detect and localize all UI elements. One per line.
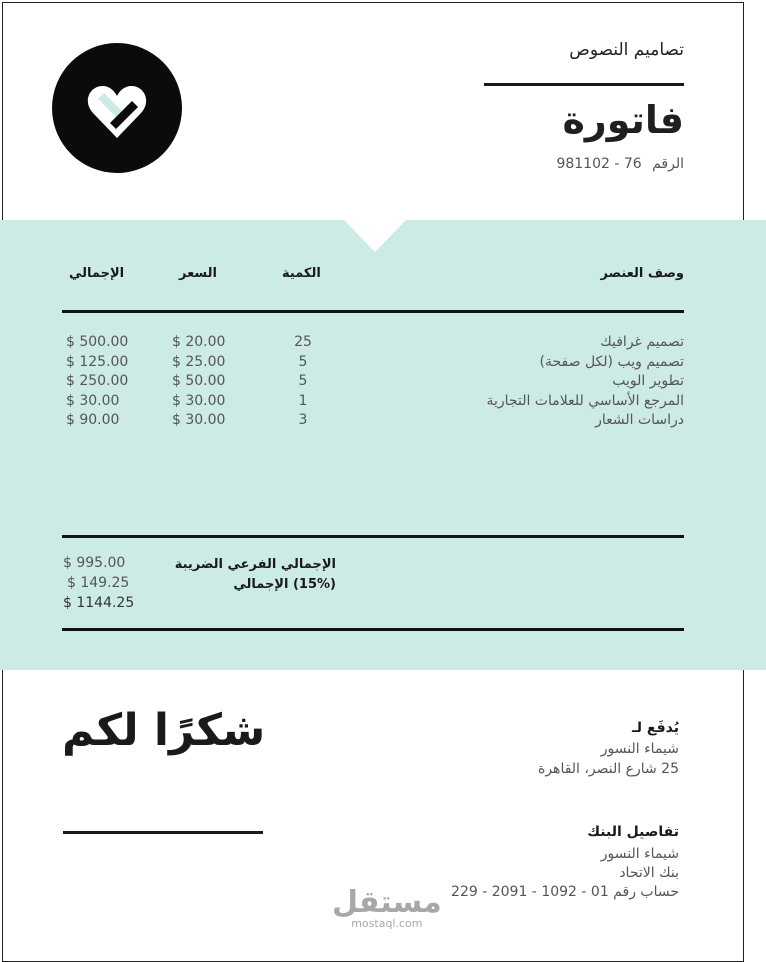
price-cell: $ 25.00 xyxy=(172,353,226,370)
quantity-cell: 25 xyxy=(294,334,312,350)
invoice-title: فاتورة xyxy=(562,98,684,142)
header-quantity: الكمية xyxy=(282,266,321,281)
summary-top-rule xyxy=(62,535,684,538)
table-row: تصميم ويب (لكل صفحة) xyxy=(539,353,684,370)
total-cell: $ 250.00 xyxy=(66,373,129,390)
price-cell: $ 50.00 xyxy=(172,373,226,390)
header-price: السعر xyxy=(179,266,217,281)
price-column xyxy=(172,333,252,431)
total-cell: $ 500.00 xyxy=(66,334,129,350)
header-divider xyxy=(484,83,684,86)
summary-line-1: الإجمالي الفرعي الضريبة xyxy=(174,557,336,572)
summary-values xyxy=(63,553,134,613)
table-row: المرجع الأساسي للعلامات التجارية xyxy=(486,392,684,409)
pay-to-address: 25 شارع النصر، القاهرة xyxy=(538,761,679,777)
watermark-url: mostaql.com xyxy=(351,917,423,930)
invoice-number-value: 981102 - 76 xyxy=(556,156,642,172)
bank-account-number: حساب رقم 01 - 1092 - 2091 - 229 xyxy=(451,884,679,900)
watermark-logo: مستقل xyxy=(332,885,442,920)
thanks-divider xyxy=(63,831,263,834)
pay-to-title: يُدفَع لـ xyxy=(632,720,679,736)
table-row: تطوير الويب xyxy=(612,373,684,390)
quantity-column xyxy=(283,333,323,431)
summary-bottom-rule xyxy=(62,628,684,631)
header-description: وصف العنصر xyxy=(600,266,684,281)
band-notch xyxy=(343,219,407,252)
company-name: تصاميم النصوص xyxy=(569,40,684,60)
subtotal-value: $ 995.00 xyxy=(63,555,126,571)
thanks-message: شكرًا لكم xyxy=(62,705,266,756)
tax-value: $ 149.25 xyxy=(67,575,130,591)
price-cell: $ 20.00 xyxy=(172,334,226,350)
quantity-cell: 1 xyxy=(298,392,308,409)
bank-name: بنك الاتحاد xyxy=(619,865,679,881)
quantity-cell: 3 xyxy=(298,412,308,429)
total-cell: $ 125.00 xyxy=(66,353,129,370)
table-row: دراسات الشعار xyxy=(595,412,684,429)
total-cell: $ 30.00 xyxy=(66,392,120,409)
quantity-cell: 5 xyxy=(298,373,308,390)
pay-to-name: شيماء النسور xyxy=(600,741,679,757)
description-column xyxy=(487,333,685,431)
bank-account-holder: شيماء النسور xyxy=(600,846,679,862)
invoice-number-label: الرقم xyxy=(652,156,684,172)
bank-details-title: تفاصيل البنك xyxy=(587,824,679,840)
grand-total-value: $ 1144.25 xyxy=(63,595,135,611)
header-total: الإجمالي xyxy=(69,266,125,281)
heart-logo-icon xyxy=(52,43,182,173)
summary-labels xyxy=(175,555,336,594)
table-header-rule xyxy=(62,310,684,313)
total-column xyxy=(66,333,146,431)
quantity-cell: 5 xyxy=(298,353,308,370)
price-cell: $ 30.00 xyxy=(172,392,226,409)
price-cell: $ 30.00 xyxy=(172,412,226,429)
table-row: تصميم غرافيك xyxy=(600,334,684,350)
invoice-number xyxy=(556,156,684,172)
total-cell: $ 90.00 xyxy=(66,412,120,429)
watermark xyxy=(332,885,442,930)
summary-line-2: (15%) الإجمالي xyxy=(233,576,336,592)
